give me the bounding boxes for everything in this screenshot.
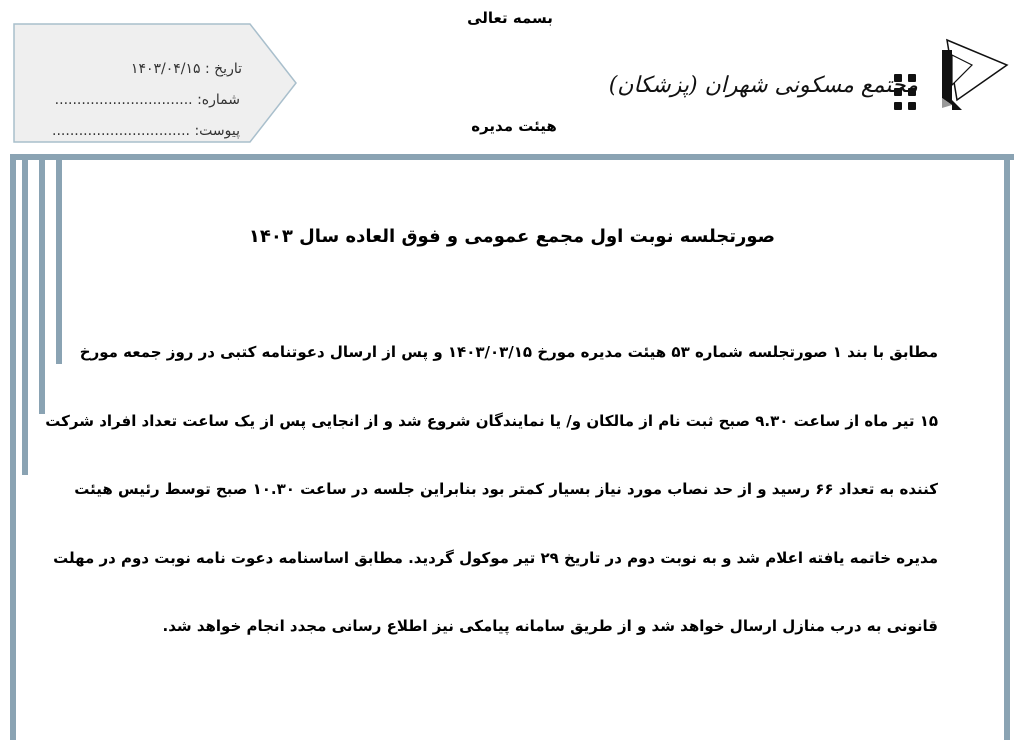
reference-attachment-label: پیوست: [194, 123, 240, 139]
decorative-bar [22, 160, 28, 475]
reference-number [20, 92, 240, 108]
department-heading: هیئت مدیره [471, 117, 557, 135]
reference-number-label: شماره: [197, 92, 240, 108]
frame-top-border [10, 154, 1014, 160]
body-line: مدیره خاتمه یافته اعلام شد و به نوبت دوم در تاریخ ۲۹ تیر موکول گردید. مطابق اساسنامه دعوت نامه نوبت دوم در مهلت [53, 548, 938, 567]
decorative-bar [39, 160, 45, 414]
complex-logo [608, 30, 1012, 120]
decorative-bar [56, 160, 62, 364]
invocation-heading: بسمه تعالی [467, 9, 553, 27]
triangle-arrow-logo-icon [922, 30, 1012, 120]
body-line: ۱۵ تیر ماه از ساعت ۹.۳۰ صبح ثبت نام از مالکان و/ یا نمایندگان شروع شد و از انجایی پس از یک ساعت تعداد افراد شرکت [45, 411, 938, 430]
reference-attachment-dots: ............................... [52, 123, 190, 139]
reference-date: تاریخ : ۱۴۰۳/۰۴/۱۵ [130, 61, 242, 77]
logo-text: مجتمع مسکونی شهران (پزشکان) [608, 73, 918, 98]
body-line: کننده به تعداد ۶۶ رسید و از حد نصاب مورد نیاز بسیار کمتر بود بنابراین جلسه در ساعت ۱۰.۳۰ صبح توسط رئیس هیئت [74, 480, 938, 498]
body-line: قانونی به درب منازل ارسال خواهد شد و از طریق سامانه پیامکی نیز اطلاع رسانی مجدد انجام خواهد شد. [162, 617, 938, 635]
document-title: صورتجلسه نوبت اول مجمع عمومی و فوق العاده سال ۱۴۰۳ [248, 226, 776, 247]
reference-number-dots: ............................... [54, 92, 193, 108]
document-body [45, 318, 938, 661]
body-line: مطابق با بند ۱ صورتجلسه شماره ۵۳ هیئت مدیره مورخ ۱۴۰۳/۰۳/۱۵ و پس از ارسال دعوتنامه کتبی در روز جمعه مورخ [79, 343, 938, 361]
